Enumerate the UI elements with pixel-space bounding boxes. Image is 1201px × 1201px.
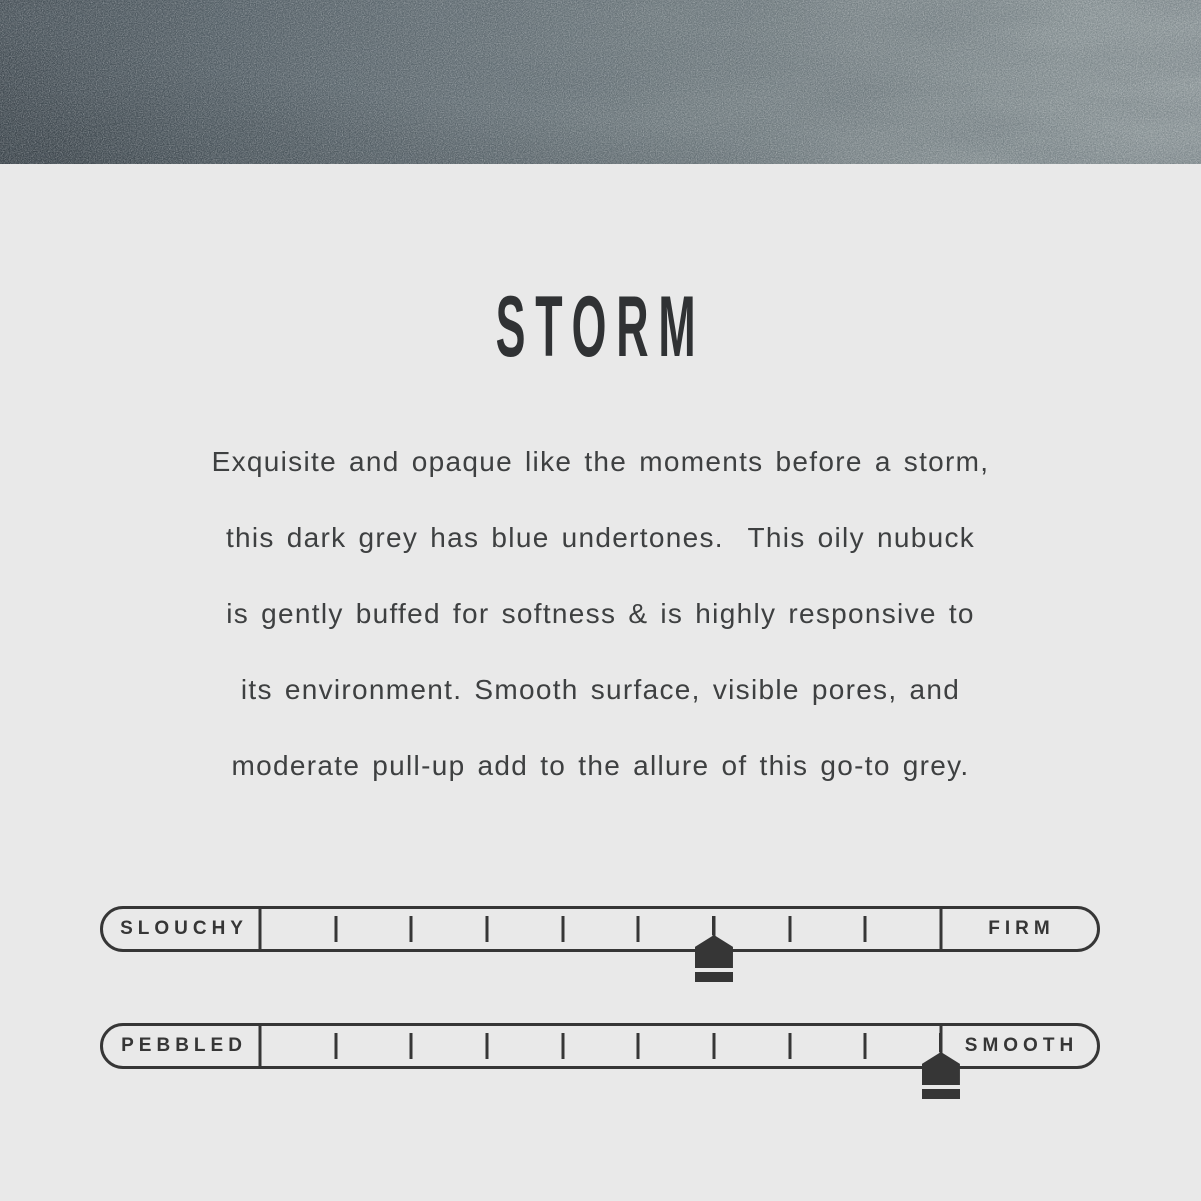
- scale-right-label: SMOOTH: [964, 1035, 1079, 1056]
- page-title: STORM: [495, 279, 706, 375]
- description-line: this dark grey has blue undertones. This oily nubuck: [225, 522, 976, 553]
- scale-tick: [864, 1033, 867, 1059]
- leather-grain-texture: [0, 0, 1201, 164]
- scale-tick: [561, 916, 564, 942]
- marker-arrow-icon: [922, 1052, 960, 1085]
- description-line: moderate pull-up add to the allure of this go-to grey.: [231, 750, 970, 781]
- scale-tick: [410, 1033, 413, 1059]
- marker-base: [922, 1089, 960, 1099]
- scale-tick: [561, 1033, 564, 1059]
- scale-left-label: PEBBLED: [121, 1035, 247, 1056]
- firmness-scale-track: [100, 906, 1100, 952]
- scale-right-label: FIRM: [988, 918, 1055, 939]
- scale-tick: [637, 1033, 640, 1059]
- scale-tick: [486, 1033, 489, 1059]
- scale-tick: [486, 916, 489, 942]
- product-description: [0, 424, 1201, 804]
- scale-left-label: SLOUCHY: [120, 918, 248, 939]
- marker-base: [695, 972, 733, 982]
- scale-tick: [788, 1033, 791, 1059]
- scale-tick: [334, 916, 337, 942]
- scale-divider: [259, 1026, 262, 1066]
- scale-tick: [712, 1033, 715, 1059]
- leather-texture-banner: [0, 0, 1201, 164]
- marker-stem: [939, 1033, 942, 1052]
- scale-tick: [410, 916, 413, 942]
- marker-stem: [712, 916, 715, 935]
- description-line: Exquisite and opaque like the moments before a storm,: [211, 446, 990, 477]
- scale-tick: [788, 916, 791, 942]
- description-line: is gently buffed for softness & is highly responsive to: [226, 598, 975, 629]
- scale-marker: [922, 1033, 960, 1099]
- scale-marker: [695, 916, 733, 982]
- firmness-scale: [100, 906, 1100, 952]
- scale-tick: [637, 916, 640, 942]
- scale-tick: [334, 1033, 337, 1059]
- marker-arrow-icon: [695, 935, 733, 968]
- scale-divider: [259, 909, 262, 949]
- scale-tick: [864, 916, 867, 942]
- description-line: its environment. Smooth surface, visible pores, and: [240, 674, 961, 705]
- texture-scale-track: [100, 1023, 1100, 1069]
- texture-scale: [100, 1023, 1100, 1069]
